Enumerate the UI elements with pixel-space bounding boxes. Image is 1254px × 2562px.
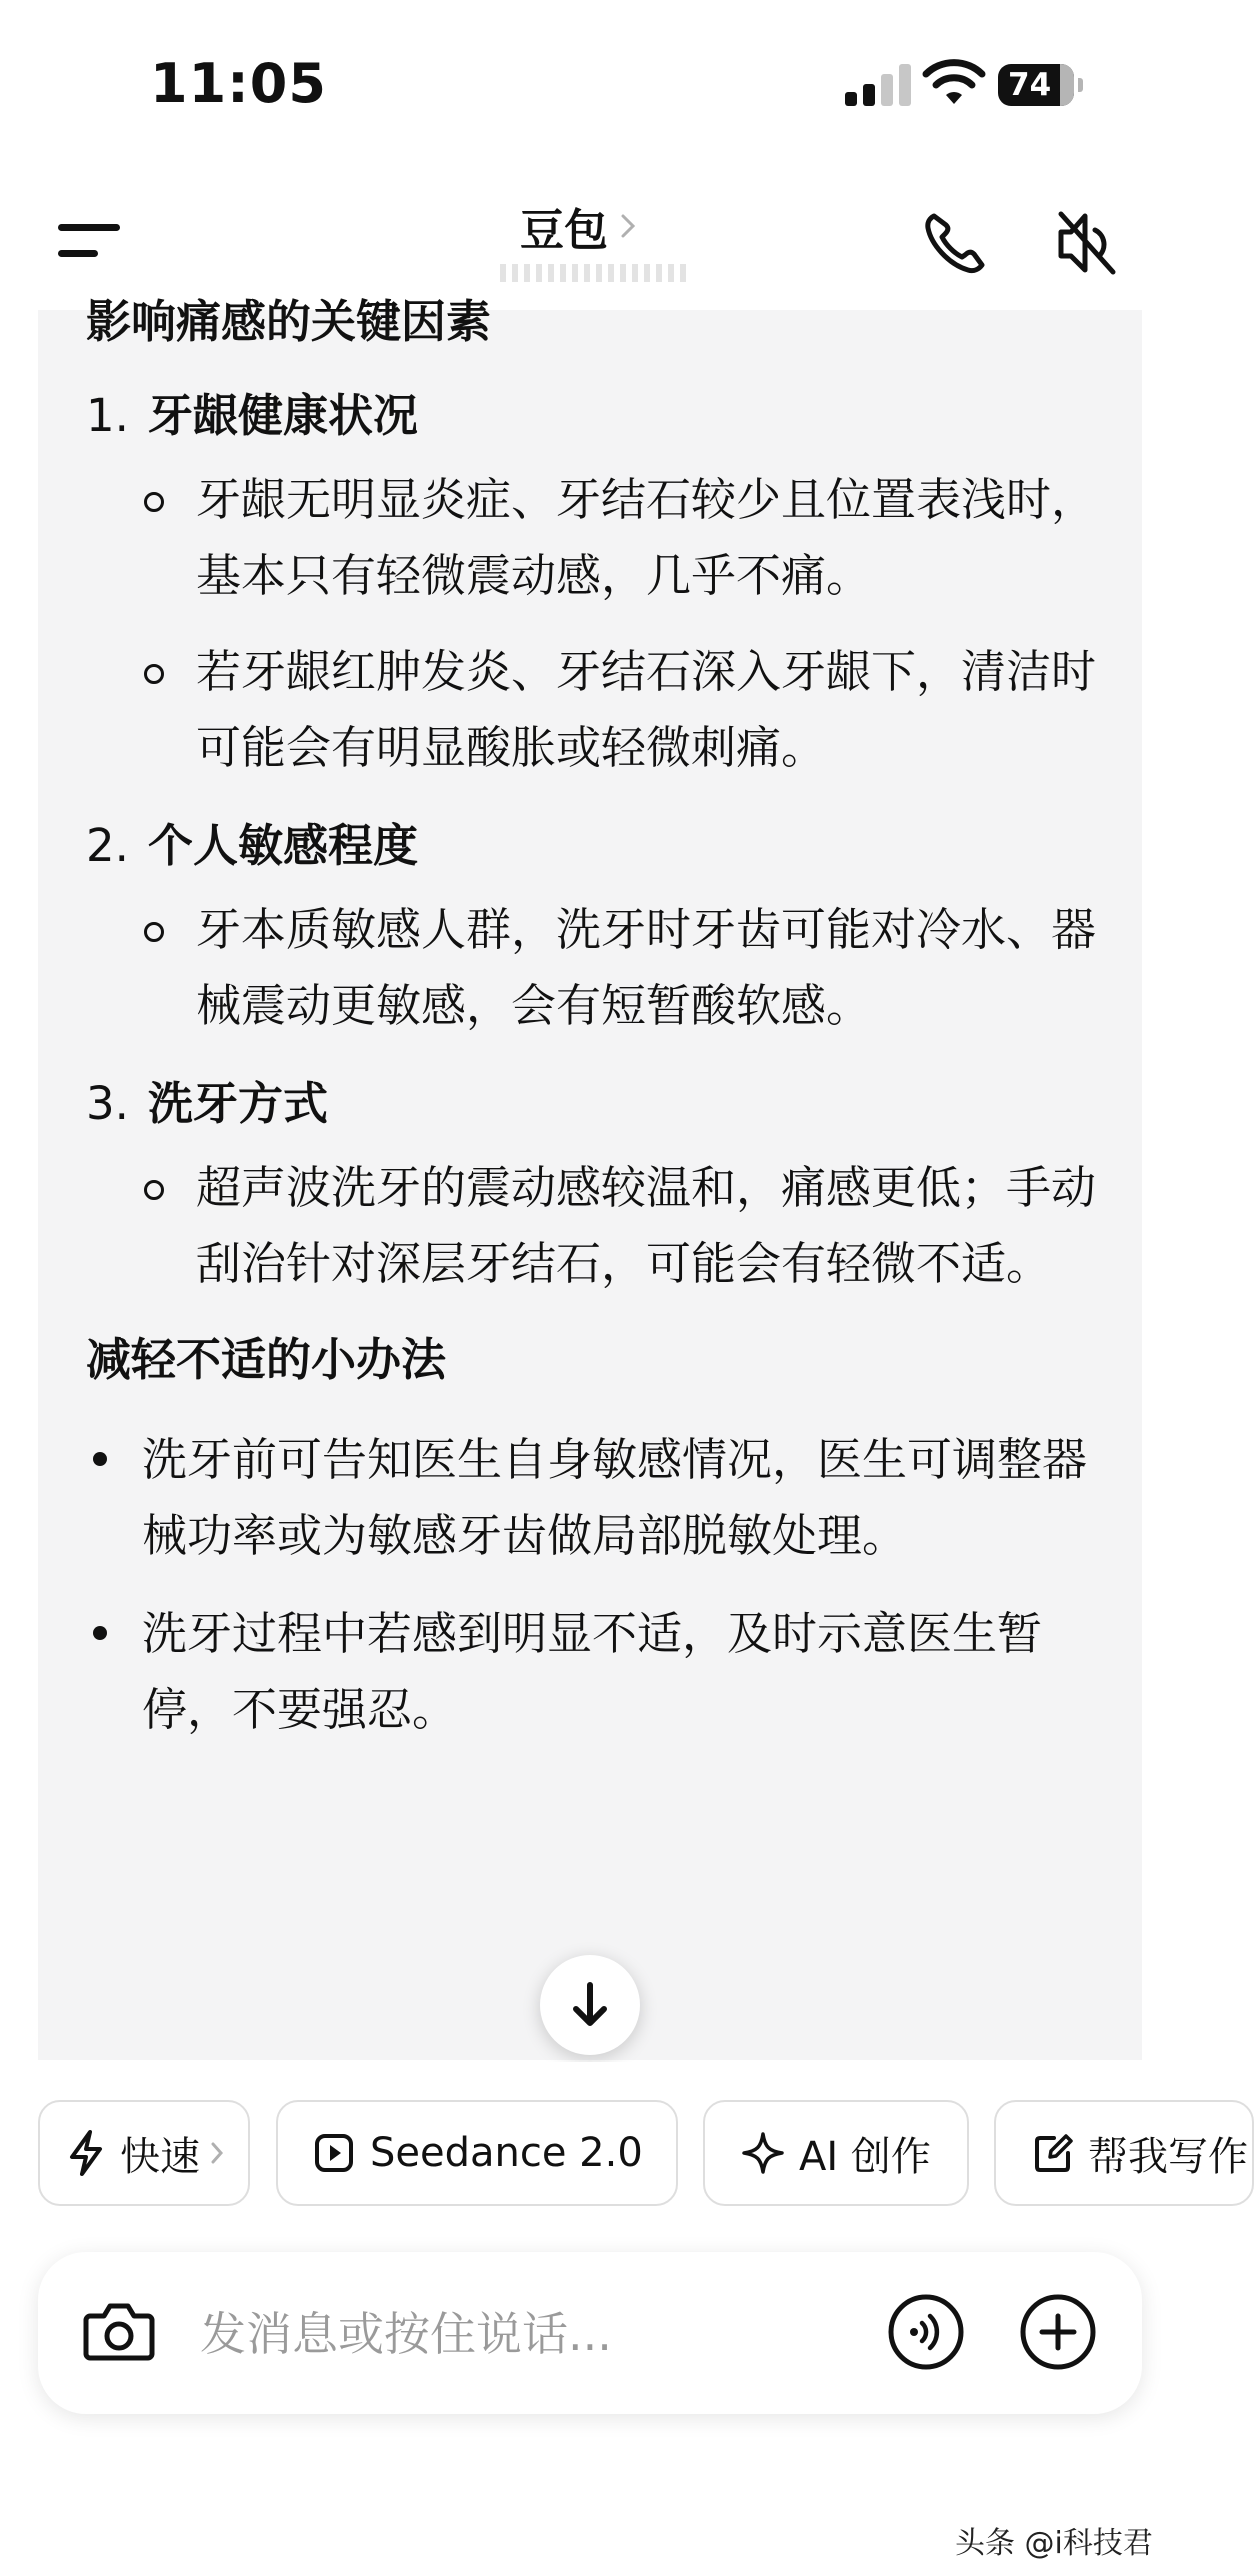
cellular-signal-icon — [845, 64, 915, 106]
quick-action-bar — [0, 2062, 1248, 2214]
chip-label: Seedance 2.0 — [370, 2130, 643, 2176]
chat-title: 豆包 — [520, 205, 608, 256]
chip-label: 帮我写作 — [1088, 2133, 1248, 2180]
chip-fast-mode[interactable] — [38, 2100, 250, 2206]
factor-number: 3. — [86, 1077, 129, 1130]
watermark: 头条 @i科技君 — [955, 2526, 1153, 2561]
factor-points — [86, 1150, 1116, 1302]
battery-level: 74 — [1008, 67, 1052, 103]
chat-title-button[interactable] — [520, 196, 638, 256]
list-item: 牙龈无明显炎症、牙结石较少且位置表浅时，基本只有轻微震动感，几乎不痛。 — [196, 462, 1116, 614]
chip-label: 快速 — [120, 2133, 200, 2180]
chip-ai-create[interactable] — [703, 2100, 969, 2206]
factor-title-text: 个人敏感程度 — [148, 819, 419, 872]
factor-points — [86, 892, 1116, 1044]
typing-indicator-icon — [500, 260, 690, 284]
factor-item — [86, 1064, 1116, 1302]
factor-number: 1. — [86, 389, 129, 442]
plus-circle-icon[interactable] — [1018, 2292, 1098, 2372]
wifi-icon — [922, 60, 986, 108]
section-heading-tips: 减轻不适的小办法 — [86, 1333, 447, 1386]
factor-item — [86, 376, 1116, 786]
lightning-icon — [66, 2129, 106, 2177]
factor-item — [86, 806, 1116, 1044]
message-composer — [38, 2252, 1142, 2414]
phone-icon[interactable] — [922, 210, 988, 276]
chevron-right-icon — [210, 2140, 224, 2166]
message-input[interactable] — [198, 2290, 882, 2378]
message-content — [86, 284, 1116, 1770]
list-item: 若牙龈红肿发炎、牙结石深入牙龈下，清洁时可能会有明显酸胀或轻微刺痛。 — [196, 634, 1116, 786]
list-item: 洗牙前可告知医生自身敏感情况，医生可调整器械功率或为敏感牙齿做局部脱敏处理。 — [142, 1422, 1116, 1574]
section-heading-factors: 影响痛感的关键因素 — [86, 295, 492, 348]
factor-title-text: 牙龈健康状况 — [148, 389, 419, 442]
status-time: 11:05 — [150, 52, 327, 115]
factor-title — [86, 806, 1116, 886]
sparkle-icon — [741, 2131, 785, 2175]
battery-icon — [998, 64, 1074, 106]
factor-number: 2. — [86, 819, 129, 872]
factor-points — [86, 462, 1116, 786]
camera-icon[interactable] — [82, 2298, 156, 2364]
play-square-icon — [314, 2133, 354, 2173]
hamburger-menu-icon[interactable] — [58, 220, 120, 260]
factor-title-text: 洗牙方式 — [148, 1077, 329, 1130]
chip-label: AI 创作 — [799, 2133, 931, 2180]
list-item: 洗牙过程中若感到明显不适，及时示意医生暂停，不要强忍。 — [142, 1596, 1116, 1748]
scroll-to-bottom-button[interactable] — [540, 1955, 640, 2055]
tips-list — [86, 1422, 1116, 1748]
voice-call-icon[interactable] — [886, 2292, 966, 2372]
list-item: 牙本质敏感人群，洗牙时牙齿可能对冷水、器械震动更敏感，会有短暂酸软感。 — [196, 892, 1116, 1044]
assistant-message-bubble — [38, 295, 1142, 2060]
edit-icon — [1032, 2132, 1074, 2174]
status-bar — [0, 0, 1179, 170]
chevron-right-icon — [618, 212, 638, 240]
chip-seedance[interactable] — [276, 2100, 678, 2206]
speaker-off-icon[interactable] — [1055, 208, 1117, 278]
chip-help-write[interactable] — [994, 2100, 1254, 2206]
list-item: 超声波洗牙的震动感较温和，痛感更低；手动刮治针对深层牙结石，可能会有轻微不适。 — [196, 1150, 1116, 1302]
factor-title — [86, 376, 1116, 456]
arrow-down-icon — [566, 1979, 614, 2031]
factor-title — [86, 1064, 1116, 1144]
